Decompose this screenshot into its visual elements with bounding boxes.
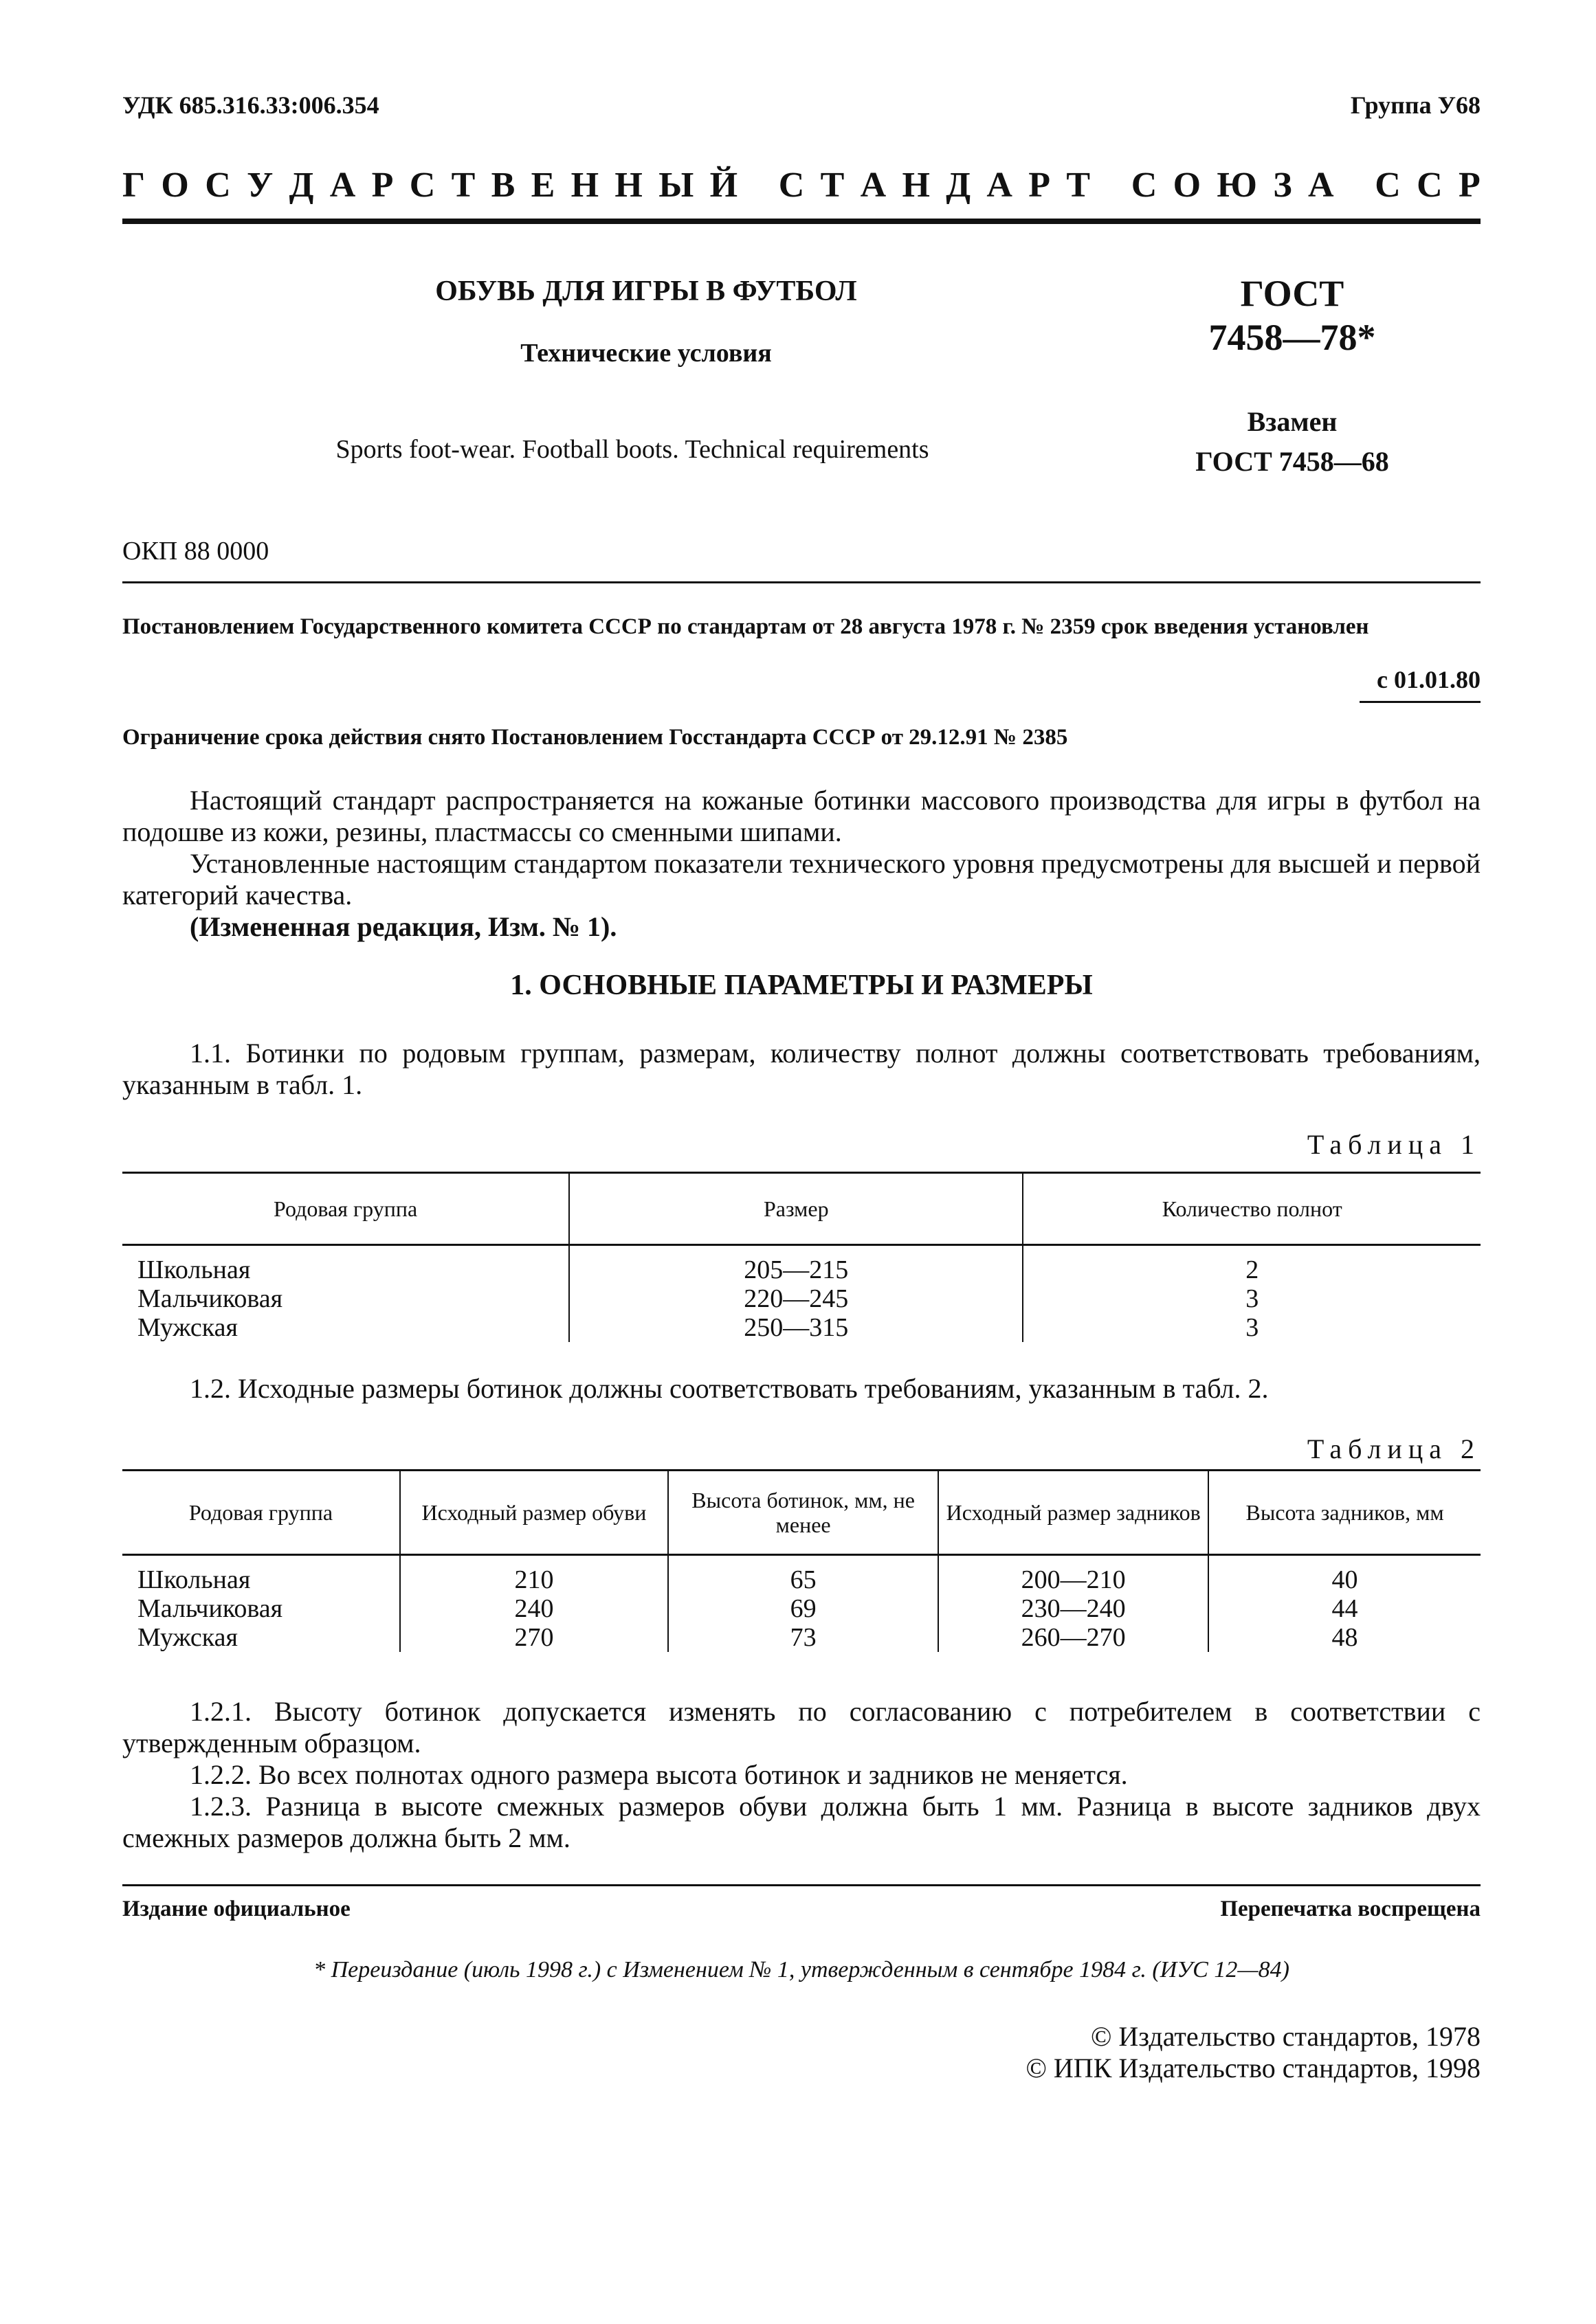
decree-text: Постановлением Государственного комитета СССР по стандартам от 28 августа 1978 г. № 2359 срок введения установлен (122, 614, 1369, 639)
table-cell: 65 (668, 1555, 938, 1595)
table-cell: 205—215 (569, 1245, 1023, 1285)
udk-code: УДК 685.316.33:006.354 (122, 91, 379, 119)
header-rule (122, 219, 1481, 224)
copyright-1978: © Издательство стандартов, 1978 (1090, 2021, 1481, 2052)
table-row (122, 1594, 1481, 1623)
table-row (122, 1245, 1481, 1285)
table-cell: 260—270 (938, 1623, 1208, 1652)
organization-letter: Д (946, 166, 971, 205)
group-code: Группа У68 (1350, 91, 1481, 119)
okp-rule (122, 581, 1481, 583)
table-cell: 3 (1023, 1313, 1481, 1342)
table-cell: Школьная (137, 1255, 251, 1284)
organization-letter: З (1273, 166, 1292, 205)
organization-heading (122, 165, 1481, 205)
limit-removal-text: Ограничение срока действия снято Постановлением Госстандарта СССР от 29.12.91 № 2385 (122, 725, 1068, 750)
clause-1-2-2: 1.2.2. Во всех полнотах одного размера высота ботинок и задников не меняется. (190, 1759, 1128, 1790)
table-cell: 240 (400, 1594, 668, 1623)
table-1-caption: Таблица 1 (1307, 1129, 1481, 1160)
organization-letter: Р (371, 166, 394, 205)
document-title: ОБУВЬ ДЛЯ ИГРЫ В ФУТБОЛ (435, 276, 857, 307)
gost-number (1127, 271, 1457, 359)
replaces-standard (1127, 402, 1457, 482)
organization-letter: Г (122, 166, 146, 205)
table-cell: 44 (1208, 1594, 1481, 1623)
table-2 (122, 1469, 1481, 1652)
organization-letter: Р (1028, 166, 1051, 205)
organization-letter: С (1417, 166, 1443, 205)
organization-letter: Д (289, 166, 314, 205)
table-cell: Школьная (137, 1565, 251, 1594)
table-cell: 69 (668, 1594, 938, 1623)
table-cell: 210 (400, 1555, 668, 1595)
table-1-header: Размер (569, 1173, 1023, 1245)
table-cell: 40 (1208, 1555, 1481, 1595)
organization-letter: Й (709, 166, 738, 205)
table-cell: Мужская (137, 1313, 239, 1342)
table-2-header: Родовая группа (122, 1471, 400, 1555)
organization-letter: В (491, 166, 516, 205)
table-cell: 3 (1023, 1284, 1481, 1313)
organization-letter: С (409, 166, 436, 205)
gost-code: 7458—78* (1208, 317, 1376, 358)
table-row (122, 1555, 1481, 1595)
organization-letter: У (247, 166, 274, 205)
table-cell: 2 (1023, 1245, 1481, 1285)
table-2-header: Высота ботинок, мм, не менее (668, 1471, 938, 1555)
table-2-header: Высота задников, мм (1208, 1471, 1481, 1555)
replaces-label: Взамен (1247, 406, 1338, 437)
clause-1-2: 1.2. Исходные размеры ботинок должны соответствовать требованиям, указанным в табл. 2. (190, 1373, 1269, 1404)
organization-letter: Т (1066, 166, 1091, 205)
clause-1-1: 1.1. Ботинки по родовым группам, размерам, количеству полнот должны соответствовать требованиям, указанным в табл. 1. (122, 1038, 1481, 1100)
organization-letter (1350, 165, 1359, 205)
table-1-header: Родовая группа (122, 1173, 569, 1245)
intro-paragraph-1: Настоящий стандарт распространяется на кожаные ботинки массового производства для игры в футбол на подошве из кожи, резины, пластмассы со сменными шипами. (122, 785, 1481, 847)
organization-letter: А (860, 166, 887, 205)
organization-letter: Н (570, 166, 599, 205)
reprint-footnote: * Переиздание (июль 1998 г.) с Изменением № 1, утвержденным в сентябре 1984 г. (ИУС 12—84) (313, 1957, 1289, 1982)
table-cell: 200—210 (938, 1555, 1208, 1595)
amendment-note: (Измененная редакция, Изм. № 1). (190, 911, 617, 942)
clause-1-2-1: 1.2.1. Высоту ботинок допускается изменять по согласованию с потребителем в соответствии с утвержденным образцом. (122, 1696, 1481, 1758)
table-2-caption: Таблица 2 (1307, 1433, 1481, 1464)
intro-paragraph-2: Установленные настоящим стандартом показатели технического уровня предусмотрены для высшей и первой категорий качества. (122, 848, 1481, 910)
organization-letter: Т (820, 166, 845, 205)
footer-rule (122, 1884, 1481, 1886)
section-1-title: 1. ОСНОВНЫЕ ПАРАМЕТРЫ И РАЗМЕРЫ (510, 970, 1093, 1001)
organization-letter: Е (531, 166, 555, 205)
organization-letter: Р (1459, 166, 1481, 205)
okp-code: ОКП 88 0000 (122, 537, 269, 566)
table-2-header: Исходный размер обуви (400, 1471, 668, 1555)
organization-letter: С (205, 166, 231, 205)
organization-letter: А (1308, 166, 1334, 205)
english-title: Sports foot-wear. Football boots. Technical requirements (335, 435, 929, 464)
reprint-prohibited-note: Перепечатка воспрещена (1220, 1897, 1481, 1921)
organization-letter: А (329, 166, 356, 205)
table-2-header: Исходный размер задников (938, 1471, 1208, 1555)
table-cell: 48 (1208, 1623, 1481, 1652)
document-subtitle: Технические условия (520, 339, 772, 368)
organization-letter: С (1131, 166, 1157, 205)
effective-date: с 01.01.80 (1377, 666, 1481, 693)
official-edition-note: Издание официальное (122, 1897, 351, 1921)
table-1 (122, 1172, 1481, 1342)
organization-letter: Н (902, 166, 930, 205)
table-row (122, 1313, 1481, 1342)
table-cell: 220—245 (569, 1284, 1023, 1313)
organization-letter: С (1375, 166, 1401, 205)
replaces-code: ГОСТ 7458—68 (1195, 446, 1389, 477)
table-row (122, 1284, 1481, 1313)
organization-letter (1106, 165, 1115, 205)
table-cell: Мужская (137, 1623, 239, 1652)
organization-letter: Ю (1217, 166, 1257, 205)
date-underline (1360, 701, 1481, 703)
clause-1-2-3: 1.2.3. Разница в высоте смежных размеров обуви должна быть 1 мм. Разница в высоте задников двух смежных размеров должна быть 2 мм. (122, 1791, 1481, 1853)
table-cell: 250—315 (569, 1313, 1023, 1342)
table-row (122, 1623, 1481, 1652)
organization-letter: Н (614, 166, 643, 205)
table-cell: Мальчиковая (137, 1284, 283, 1313)
organization-letter: О (1173, 166, 1201, 205)
table-cell: 73 (668, 1623, 938, 1652)
table-cell: 230—240 (938, 1594, 1208, 1623)
copyright-1998: © ИПК Издательство стандартов, 1998 (1026, 2053, 1481, 2083)
gost-label: ГОСТ (1240, 273, 1344, 314)
organization-letter (753, 165, 762, 205)
organization-letter: Т (451, 166, 476, 205)
organization-letter: Ы (658, 166, 694, 205)
table-cell: 270 (400, 1623, 668, 1652)
organization-letter: А (986, 166, 1012, 205)
organization-letter: О (161, 166, 189, 205)
table-1-header: Количество полнот (1023, 1173, 1481, 1245)
table-cell: Мальчиковая (137, 1594, 283, 1623)
organization-letter: С (778, 166, 805, 205)
